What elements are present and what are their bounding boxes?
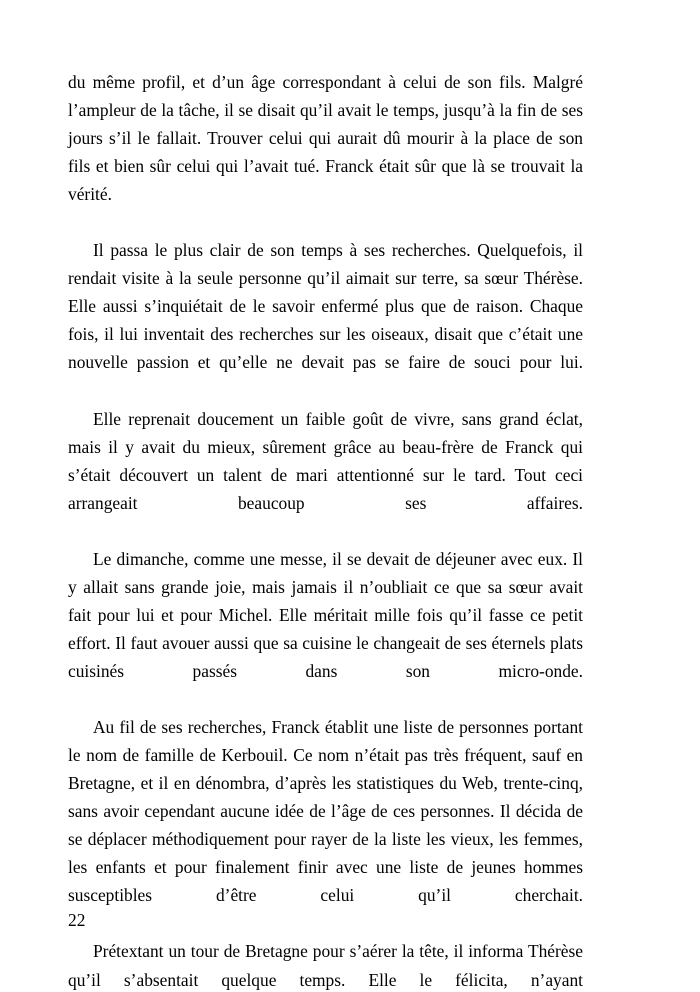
body-paragraph: du même profil, et d’un âge correspondant à celui de son fils. Malgré l’ampleur de la tâche, il se disait qu’il avait le temps, jusqu’à la fin de ses jours s’il le fallait. Trouver celui qui aurait dû mourir à la place de son fils et bien sûr celui qui l’avait tué. Franck était sûr que là se trouvait la vérité. — [68, 72, 583, 205]
body-paragraph: Il passa le plus clair de son temps à ses recherches. Quelquefois, il rendait visite à la seule personne qu’il aimait sur terre, sa sœur Thérèse. Elle aussi s’inquiétait de le savoir enfermé plus que de raison. Chaque fois, il lui inventait des recherches sur les oiseaux, disait que c’était une nouvelle passion et qu’elle ne devait pas se faire de souci pour lui. — [68, 240, 583, 373]
body-paragraph: Le dimanche, comme une messe, il se devait de déjeuner avec eux. Il y allait sans grande joie, mais jamais il n’oubliait ce que sa sœur avait fait pour lui et pour Michel. Elle méritait mille fois qu’il fasse ce petit effort. Il faut avouer aussi que sa cuisine le changeait de ses éternels plats cuisinés passés dans son micro-onde. — [68, 548, 583, 681]
body-paragraph: Au fil de ses recherches, Franck établit une liste de personnes portant le nom de famille de Kerbouil. Ce nom n’était pas très fréquent, sauf en Bretagne, et il en dénombra, d’après les statistiques du Web, trente-cinq, sans avoir cependant aucune idée de l’âge de ces personnes. Il décida de se déplacer méthodiquement pour rayer de la liste les vieux, les femmes, les enfants et pour finalement finir avec une liste de jeunes hommes susceptibles d’être celui qu’il cherchait. — [68, 717, 583, 906]
body-text-column — [68, 68, 583, 992]
body-paragraph: Elle reprenait doucement un faible goût de vivre, sans grand éclat, mais il y avait du mieux, sûrement grâce au beau-frère de Franck qui s’était découvert un talent de mari attentionné sur le tard. Tout ceci arrangeait beaucoup ses affaires. — [68, 408, 583, 513]
body-paragraph: Prétextant un tour de Bretagne pour s’aérer la tête, il informa Thérèse qu’il s’absentait quelque temps. Elle le félicita, n’ayant — [68, 941, 583, 990]
page-number: 22 — [68, 910, 86, 930]
